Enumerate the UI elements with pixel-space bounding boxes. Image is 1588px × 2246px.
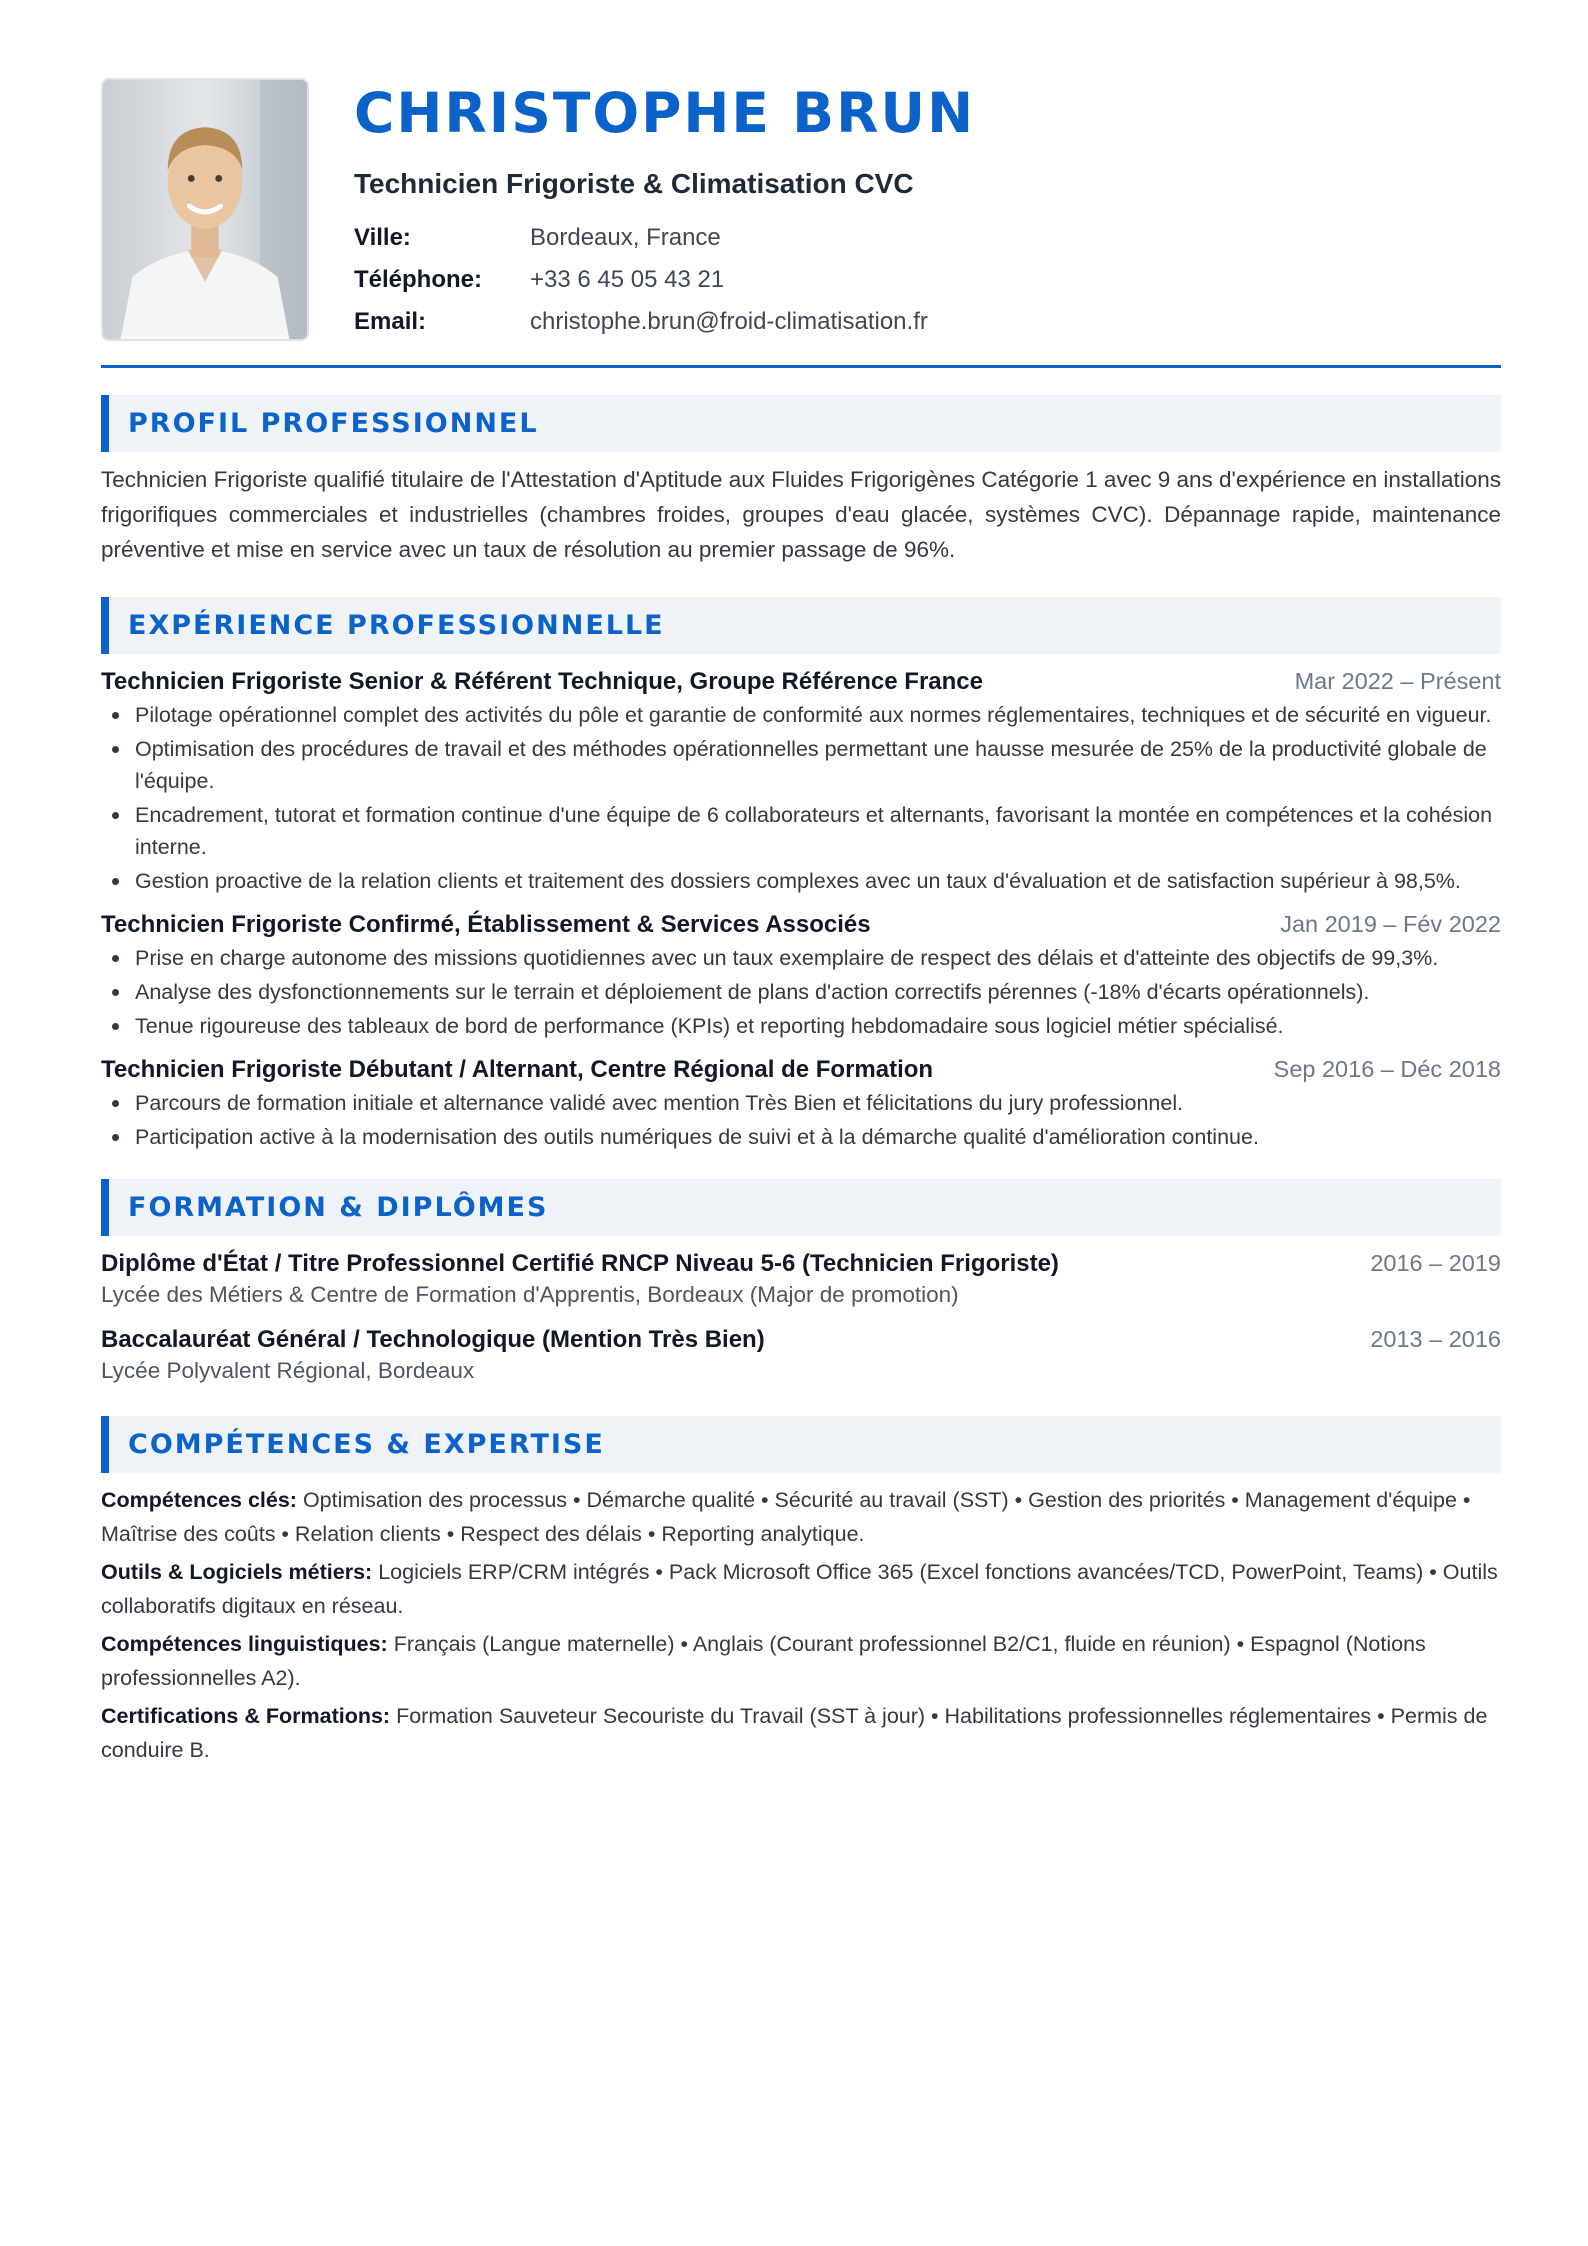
resume-header xyxy=(101,78,1501,341)
contact-list xyxy=(354,217,975,343)
job-bullets xyxy=(101,699,1501,897)
school-name: Lycée des Métiers & Centre de Formation d'Apprentis, Bordeaux (Major de promotion) xyxy=(101,1282,959,1307)
skill-label: Compétences clés: xyxy=(101,1488,297,1512)
skill-line xyxy=(101,1483,1501,1551)
contact-label: Ville: xyxy=(354,223,411,251)
bullet-item: Prise en charge autonome des missions quotidiennes avec un taux exemplaire de respect des délais et d'atteinte des objectifs de 99,3%. xyxy=(101,942,1501,974)
section-title: PROFIL PROFESSIONNEL xyxy=(128,408,539,439)
skill-label: Outils & Logiciels métiers: xyxy=(101,1560,373,1584)
job-position: Technicien Frigoriste Senior & Référent Technique, Groupe Référence France xyxy=(101,668,983,695)
contact-value: +33 6 45 05 43 21 xyxy=(530,265,725,293)
contact-value: christophe.brun@froid-climatisation.fr xyxy=(530,307,928,335)
section-title: FORMATION & DIPLÔMES xyxy=(128,1192,549,1223)
skill-line xyxy=(101,1699,1501,1767)
education-entry xyxy=(101,1326,1501,1388)
contact-email xyxy=(354,301,975,343)
education-dates: 2013 – 2016 xyxy=(1370,1326,1501,1352)
profile-summary: Technicien Frigoriste qualifié titulaire de l'Attestation d'Aptitude aux Fluides Frigorigènes Catégorie 1 avec 9 ans d'expérience en installations frigorifiques commerciales et industrielles (chambres froides, groupes d'eau glacée, systèmes CVC). Dépannage rapide, maintenance préventive et mise en service avec un taux de résolution au premier passage de 96%. xyxy=(101,467,1501,562)
bullet-item: Pilotage opérationnel complet des activités du pôle et garantie de conformité aux normes réglementaires, techniques et de sécurité en vigueur. xyxy=(101,699,1501,731)
education-header xyxy=(101,1326,1501,1354)
bullet-item: Tenue rigoureuse des tableaux de bord de performance (KPIs) et reporting hebdomadaire sous logiciel métier spécialisé. xyxy=(101,1010,1501,1042)
degree-title: Baccalauréat Général / Technologique (Mention Très Bien) xyxy=(101,1326,765,1353)
skill-text: Optimisation des processus • Démarche qualité • Sécurité au travail (SST) • Gestion des priorités • Management d'équipe • Maîtrise des coûts • Relation clients • Respect des délais • Reporting analytique. xyxy=(101,1488,1471,1546)
header-divider xyxy=(101,365,1501,368)
bullet-item: Gestion proactive de la relation clients et traitement des dossiers complexes avec un taux d'évaluation et de satisfaction supérieur à 98,5%. xyxy=(101,865,1501,897)
skill-line xyxy=(101,1555,1501,1623)
bullet-item: Participation active à la modernisation des outils numériques de suivi et à la démarche qualité d'amélioration continue. xyxy=(101,1121,1501,1153)
job-entry xyxy=(101,911,1501,1042)
portrait-image xyxy=(103,80,307,339)
skill-line xyxy=(101,1627,1501,1695)
job-header xyxy=(101,911,1501,939)
skill-text: Formation Sauveteur Secouriste du Travail (SST à jour) • Habilitations professionnelles réglementaires • Permis de conduire B. xyxy=(101,1704,1488,1762)
section-title: COMPÉTENCES & EXPERTISE xyxy=(128,1429,605,1460)
education-dates: 2016 – 2019 xyxy=(1370,1250,1501,1276)
bullet-item: Optimisation des procédures de travail et des méthodes opérationnelles permettant une hausse mesurée de 25% de la productivité globale de l'équipe. xyxy=(101,733,1501,797)
contact-value: Bordeaux, France xyxy=(530,223,721,251)
header-info xyxy=(354,78,975,343)
education-entry xyxy=(101,1250,1501,1312)
job-header xyxy=(101,668,1501,696)
section-heading-education xyxy=(101,1179,1501,1236)
job-entry xyxy=(101,668,1501,897)
contact-phone xyxy=(354,259,975,301)
contact-city xyxy=(354,217,975,259)
contact-label: Email: xyxy=(354,307,427,335)
section-title: EXPÉRIENCE PROFESSIONNELLE xyxy=(128,610,665,641)
job-bullets xyxy=(101,942,1501,1042)
bullet-item: Analyse des dysfonctionnements sur le terrain et déploiement de plans d'action correctifs pérennes (-18% d'écarts opérationnels). xyxy=(101,976,1501,1008)
skill-label: Compétences linguistiques: xyxy=(101,1632,388,1656)
job-header xyxy=(101,1056,1501,1084)
contact-label: Téléphone: xyxy=(354,265,483,293)
skill-text: Français (Langue maternelle) • Anglais (Courant professionnel B2/C1, fluide en réunion) • Espagnol (Notions professionnelles A2). xyxy=(101,1632,1426,1690)
job-position: Technicien Frigoriste Débutant / Alternant, Centre Régional de Formation xyxy=(101,1056,934,1083)
skill-label: Certifications & Formations: xyxy=(101,1704,391,1728)
bullet-item: Parcours de formation initiale et alternance validé avec mention Très Bien et félicitations du jury professionnel. xyxy=(101,1087,1501,1119)
section-heading-experience xyxy=(101,597,1501,654)
job-bullets xyxy=(101,1087,1501,1153)
job-dates: Mar 2022 – Présent xyxy=(1294,668,1501,694)
candidate-name: CHRISTOPHE BRUN xyxy=(354,81,976,145)
section-heading-skills xyxy=(101,1416,1501,1473)
degree-title: Diplôme d'État / Titre Professionnel Certifié RNCP Niveau 5-6 (Technicien Frigoriste) xyxy=(101,1250,1059,1277)
profile-photo xyxy=(101,78,309,341)
bullet-item: Encadrement, tutorat et formation continue d'une équipe de 6 collaborateurs et alternants, favorisant la montée en compétences et la cohésion interne. xyxy=(101,799,1501,863)
skill-text: Logiciels ERP/CRM intégrés • Pack Microsoft Office 365 (Excel fonctions avancées/TCD, PowerPoint, Teams) • Outils collaboratifs digitaux en réseau. xyxy=(101,1560,1498,1618)
job-entry xyxy=(101,1056,1501,1153)
job-title: Technicien Frigoriste & Climatisation CVC xyxy=(354,168,914,199)
job-dates: Jan 2019 – Fév 2022 xyxy=(1280,911,1501,937)
job-dates: Sep 2016 – Déc 2018 xyxy=(1273,1056,1501,1082)
section-heading-profile xyxy=(101,395,1501,452)
skills-list xyxy=(101,1483,1501,1767)
education-header xyxy=(101,1250,1501,1278)
school-name: Lycée Polyvalent Régional, Bordeaux xyxy=(101,1358,475,1383)
job-position: Technicien Frigoriste Confirmé, Établissement & Services Associés xyxy=(101,911,871,938)
